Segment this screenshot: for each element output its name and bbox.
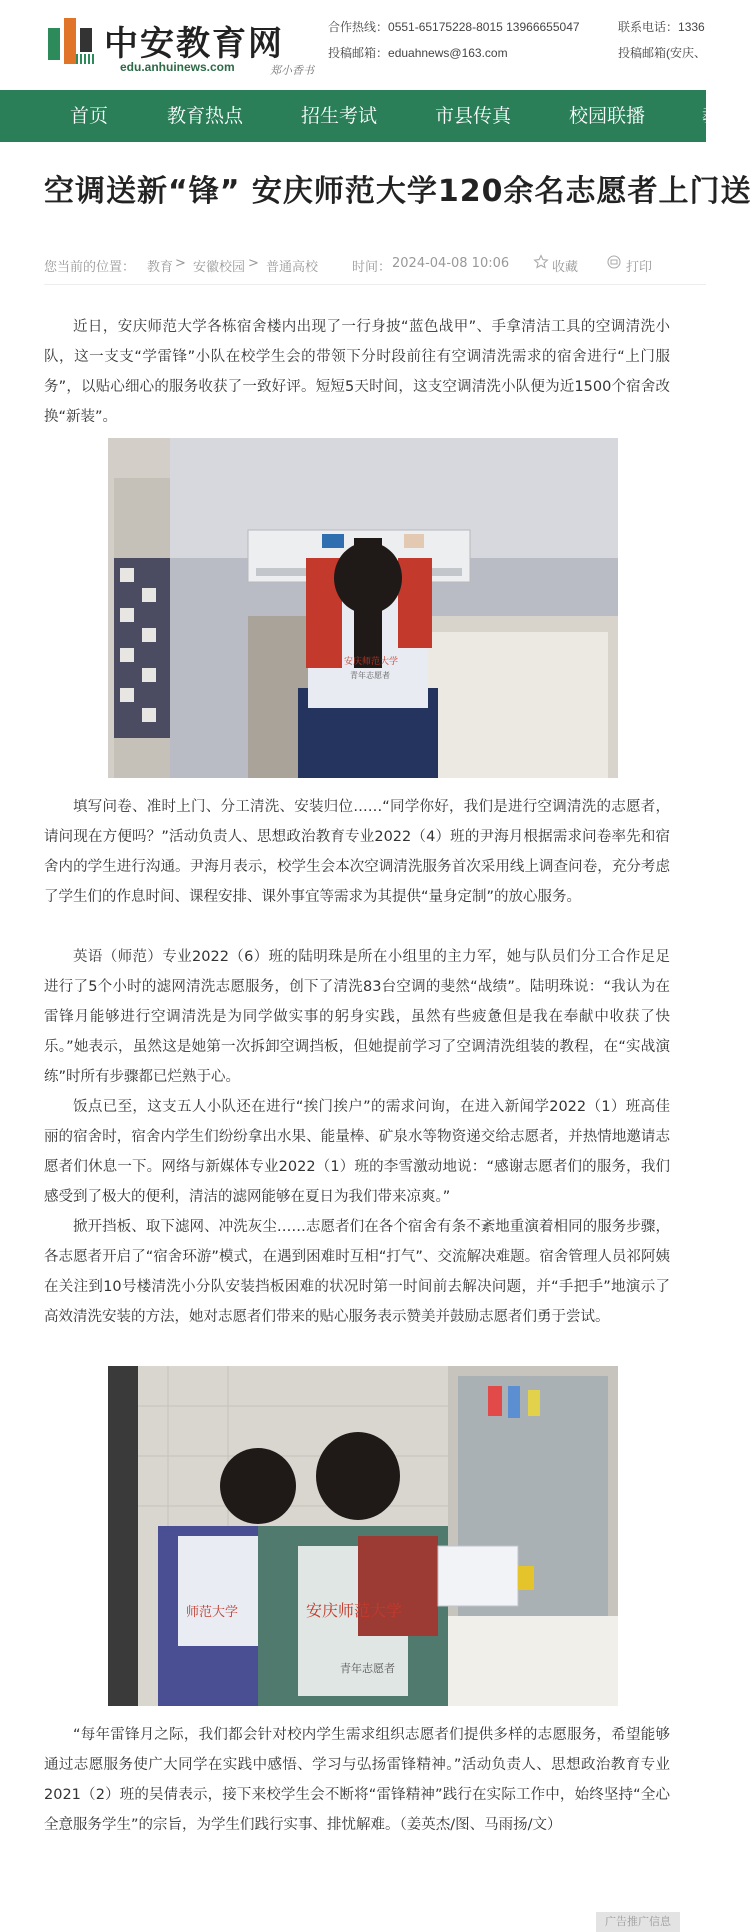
email-label: 投稿邮箱(安庆、 [618, 46, 706, 60]
time-label: 时间： [352, 260, 392, 275]
email-link[interactable]: eduahnews@163.com [388, 46, 508, 60]
photo2-vest-text-b: 安庆师范大学 [306, 1601, 403, 1620]
star-icon[interactable] [533, 254, 549, 274]
main-nav [0, 90, 722, 142]
breadcrumb-sep: > [248, 256, 259, 271]
nav-item-home[interactable]: 首页 [70, 105, 109, 127]
logo-mark-icon [48, 18, 94, 64]
nav-item-exam[interactable]: 招生考试 [301, 105, 378, 127]
email-label: 投稿邮箱： [328, 46, 389, 60]
breadcrumb-item-edu[interactable]: 教育 [147, 260, 174, 275]
nav-item-hot[interactable]: 教育热点 [167, 105, 244, 127]
article-paragraph-1: 近日，安庆师范大学各栋宿舍楼内出现了一行身披“蓝色战甲”、手拿清洁工具的空调清洗小队，这一支支“学雷锋”小队在校学生会的带领下分时段前往有空调清洗需求的宿舍进行“上门服务”，以贴心细心的服务收获了一致好评。短短5天时间，这支空调清洗小队便为近1500个宿舍改换“新装”。 [44, 319, 670, 425]
contact-info-secondary [618, 14, 706, 66]
article-paragraph-4: 饭点已至，这支五人小队还在进行“挨门挨户”的需求问询，在进入新闻学2022（1）班高佳丽的宿舍时，宿舍内学生们纷纷拿出水果、能量棒、矿泉水等物资递交给志愿者，并热情地邀请志愿者们休息一下。网络与新媒体专业2022（1）班的李雪激动地说：“感谢志愿者们的服务，我们感受到了极大的便利，清洁的滤网能够在夏日为我们带来凉爽。” [44, 1099, 670, 1205]
article-photo-2 [108, 1366, 618, 1706]
logo-signature: 郑小香书 [270, 64, 314, 77]
phone-label: 联系电话： [618, 20, 679, 34]
print-icon[interactable] [606, 254, 622, 274]
breadcrumb-item-university[interactable]: 普通高校 [266, 260, 319, 275]
photo1-vest-sub: 青年志愿者 [350, 671, 390, 680]
photo1-vest-text: 安庆师范大学 [344, 657, 399, 667]
nav-item-county[interactable]: 市县传真 [435, 105, 512, 127]
article-paragraph-6: “每年雷锋月之际，我们都会针对校内学生需求组织志愿者们提供多样的志愿服务，希望能够通过志愿服务使广大同学在实践中感悟、学习与弘扬雷锋精神。”活动负责人、思想政治教育专业2021（2）班的吴倩表示，接下来校学生会不断将“雷锋精神”践行在实际工作中，始终坚持“全心全意服务学生”的宗旨，为学生们践行实事、排忧解难。（姜英杰/图、马雨扬/文） [44, 1727, 670, 1833]
article-paragraph-5: 掀开挡板、取下滤网、冲洗灰尘……志愿者们在各个宿舍有条不紊地重演着相同的服务步骤，各志愿者开启了“宿舍环游”模式，在遇到困难时互相“打气”、交流解决难题。宿舍管理人员祁阿姨在关注到10号楼清洗小分队安装挡板困难的状况时第一时间前去解决问题，并“手把手”地演示了高效清洗安装的方法，她对志愿者们带来的贴心服务表示赞美并鼓励志愿者们勇于尝试。 [44, 1219, 670, 1325]
photo2-vest-text: 师范大学 [186, 1605, 239, 1620]
publish-time: 2024-04-08 10:06 [392, 256, 510, 271]
site-header [0, 0, 706, 90]
logo-url: edu.anhuinews.com [120, 60, 235, 74]
article-paragraph-3: 英语（师范）专业2022（6）班的陆明珠是所在小组里的主力军，她与队员们分工合作足足进行了5个小时的滤网清洗志愿服务，创下了清洗83台空调的斐然“战绩”。陆明珠说：“我认为在雷锋月能够进行空调清洗是为同学做实事的躬身实践，虽然有些疲惫但是我在奉献中收获了快乐。”她表示，虽然这是她第一次拆卸空调挡板，但她提前学习了空调清洗组装的教程，在“实战演练”时所有步骤都已烂熟于心。 [44, 949, 670, 1085]
breadcrumb-label: 您当前的位置： [44, 260, 136, 275]
photo2-vest-sub: 青年志愿者 [340, 1662, 395, 1675]
logo-title: 中安教育网 [104, 24, 284, 64]
phone-label: 合作热线： [328, 20, 389, 34]
phone-value: 1336 [678, 20, 705, 34]
article-paragraph-2: 填写问卷、准时上门、分工清洗、安装归位……“同学你好，我们是进行空调清洗的志愿者，请问现在方便吗？”活动负责人、思想政治教育专业2022（4）班的尹海月根据需求问卷率先和宿舍内的学生进行沟通。尹海月表示，校学生会本次空调清洗服务首次采用线上调查问卷，充分考虑了学生们的作息时间、课程安排、课外事宜等需求为其提供“量身定制”的放心服务。 [44, 799, 670, 905]
phone-value: 0551-65175228-8015 13966655047 [388, 20, 580, 34]
article-title: 空调送新“锋” 安庆师范大学120余名志愿者上门送 [44, 174, 752, 209]
breadcrumb-item-campus[interactable]: 安徽校园 [193, 260, 246, 275]
nav-item-edu[interactable]: 教 [702, 105, 722, 127]
site-logo[interactable] [48, 14, 314, 78]
article-photo-1 [108, 438, 618, 778]
meta-divider [44, 284, 706, 285]
ad-badge[interactable]: 广告推广信息 [596, 1912, 680, 1932]
nav-item-campus[interactable]: 校园联播 [569, 105, 646, 127]
print-link[interactable]: 打印 [626, 260, 653, 275]
favorite-link[interactable]: 收藏 [552, 260, 579, 275]
breadcrumb-sep: > [175, 256, 186, 271]
contact-info [328, 14, 580, 66]
